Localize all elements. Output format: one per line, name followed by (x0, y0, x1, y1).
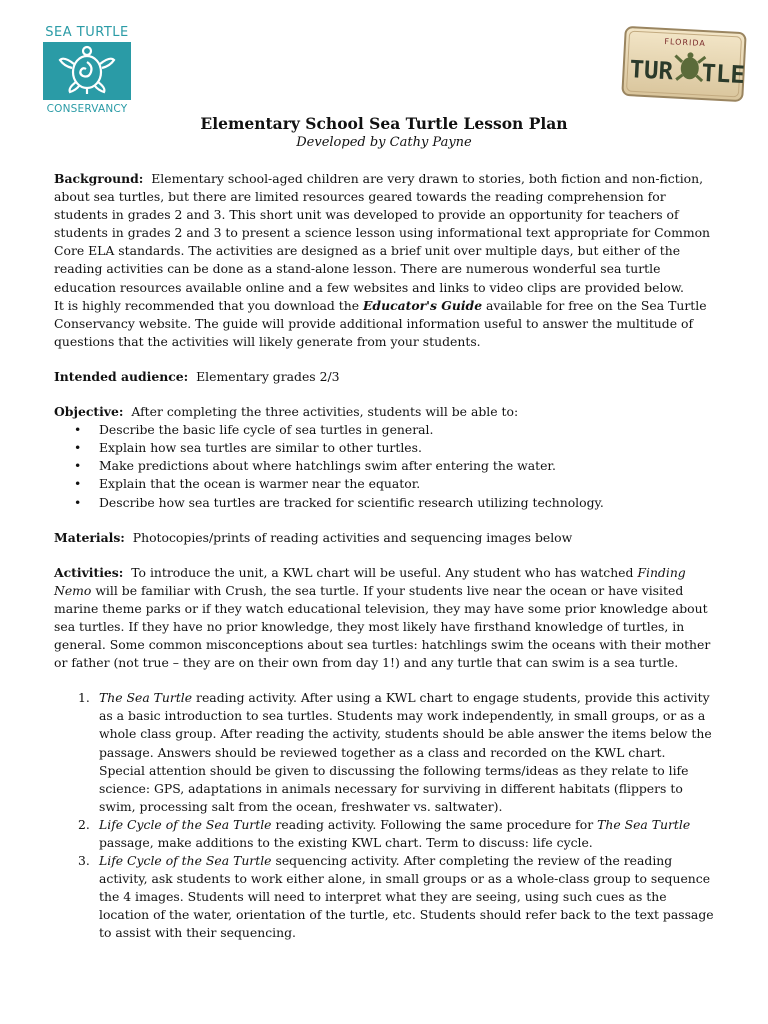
background-paragraph-2 (54, 297, 714, 351)
background-text: Elementary school-aged children are very drawn to stories, both fiction and non-fiction, about sea turtles, but there are limited resources geared towards the reading comprehension for students in grades 2 and 3. This short unit was developed to provide an opportunity for teachers of students in grades 2 and 3 to present a science lesson using informational text appropriate for Common Core ELA standards. The activities are designed as a brief unit over multiple days, but either of the reading activities can be done as a stand-alone lesson. There are numerous wonderful sea turtle education resources available online and a few websites and links to video clips are provided below. (54, 171, 711, 295)
activities-paragraph (54, 564, 714, 673)
activities-text-post: will be familiar with Crush, the sea turtle. If your students live near the ocean or have visited marine theme parks or if they watch educational television, they may have some prior knowledge about sea turtles. If they have no prior knowledge, they most likely have firsthand knowledge of turtles, in general. Some common misconceptions about sea turtles: hatchlings swim the oceans with their mother or father (not true – they are on their own from day 1!) and any turtle that can swim is a sea turtle. (54, 582, 711, 671)
objective-paragraph (54, 403, 714, 421)
logo-line-1: SEA TURTLE (45, 25, 129, 40)
list-item-number: 3. (78, 853, 90, 869)
activity-title-2: The Sea Turtle (597, 816, 691, 832)
audience-text: Elementary grades 2/3 (196, 368, 340, 384)
materials-paragraph (54, 529, 714, 547)
list-item: • Describe how sea turtles are tracked for scientific research utilizing technology. (54, 494, 714, 512)
objective-text: After completing the three activities, students will be able to: (131, 404, 519, 420)
objective-list (54, 421, 714, 511)
materials-text: Photocopies/prints of reading activities and sequencing images below (132, 529, 573, 545)
background-text-2-pre: It is highly recommended that you download the (54, 297, 363, 313)
activity-title: Life Cycle of the Sea Turtle (99, 853, 272, 869)
list-item: • Explain that the ocean is warmer near the equator. (54, 475, 714, 493)
list-item (54, 852, 714, 942)
list-item-number: 1. (78, 690, 90, 706)
list-item-number: 2. (78, 816, 90, 832)
background-paragraph (54, 170, 714, 297)
activities-list (54, 689, 714, 942)
activity-text-2: passage, make additions to the existing KWL chart. Term to discuss: life cycle. (99, 835, 593, 850)
logo-line-2: CONSERVANCY (46, 103, 128, 115)
educators-guide-title: Educator's Guide (362, 297, 483, 313)
activity-text: reading activity. After using a KWL chart to engage students, provide this activity as a basic introduction to sea turtles. Students may work independently, in small groups, or as a whole class group. After reading the activity, students should be able answer the items below the passage. Answers should be reviewed together as a class and recorded on the KWL chart. Special attention should be given to discussing the following terms/ideas as they relate to life science: GPS, adaptations in animals necessary for surviving in different habitats (flippers to swim, processing salt from the ocean, freshwater vs. saltwater). (99, 690, 712, 814)
activity-text: sequencing activity. After completing the review of the reading activity, ask students to work either alone, in small groups or as a whole-class group to sequence the 4 images. Students will need to interpret what they are seeing, using such cues as the location of the water, orientation of the turtle, etc. Students should refer back to the text passage to assist with their sequencing. (99, 853, 714, 941)
list-item: • Make predictions about where hatchlings swim after entering the water. (54, 457, 714, 475)
document-title: Elementary School Sea Turtle Lesson Plan (200, 114, 568, 133)
document-subtitle: Developed by Cathy Payne (296, 135, 472, 150)
list-item: • Describe the basic life cycle of sea turtles in general. (54, 421, 714, 439)
objective-label: Objective: (54, 404, 124, 420)
activity-title: The Sea Turtle (99, 690, 193, 706)
audience-label: Intended audience: (54, 368, 189, 384)
plate-state: FLORIDA (664, 36, 707, 49)
logo-badge (43, 42, 131, 100)
activities-label: Activities: (54, 564, 124, 580)
activity-title: Life Cycle of the Sea Turtle (99, 816, 272, 832)
finding-nemo-title: Finding Nemo (54, 564, 686, 598)
audience-paragraph (54, 368, 714, 386)
background-text-2-post: available for free on the Sea Turtle Conservancy website. The guide will provide additional information useful to answer the multitude of questions that the activities will likely generate from your students. (54, 297, 707, 349)
sea-turtle-conservancy-logo (42, 26, 132, 115)
sea-turtle-icon (43, 42, 131, 100)
materials-label: Materials: (54, 529, 125, 545)
document-body (54, 170, 714, 943)
list-item (54, 816, 714, 852)
list-item: • Explain how sea turtles are similar to other turtles. (54, 439, 714, 457)
background-label: Background: (54, 171, 144, 186)
florida-license-plate (620, 25, 748, 103)
activity-text: reading activity. Following the same procedure for (271, 816, 598, 832)
license-plate-graphic (620, 25, 748, 103)
activities-text-pre: To introduce the unit, a KWL chart will be useful. Any student who has watched (131, 564, 638, 580)
plate-text-left: TUR (628, 55, 674, 86)
plate-text-right: TLE (700, 58, 746, 90)
list-item (54, 689, 714, 816)
